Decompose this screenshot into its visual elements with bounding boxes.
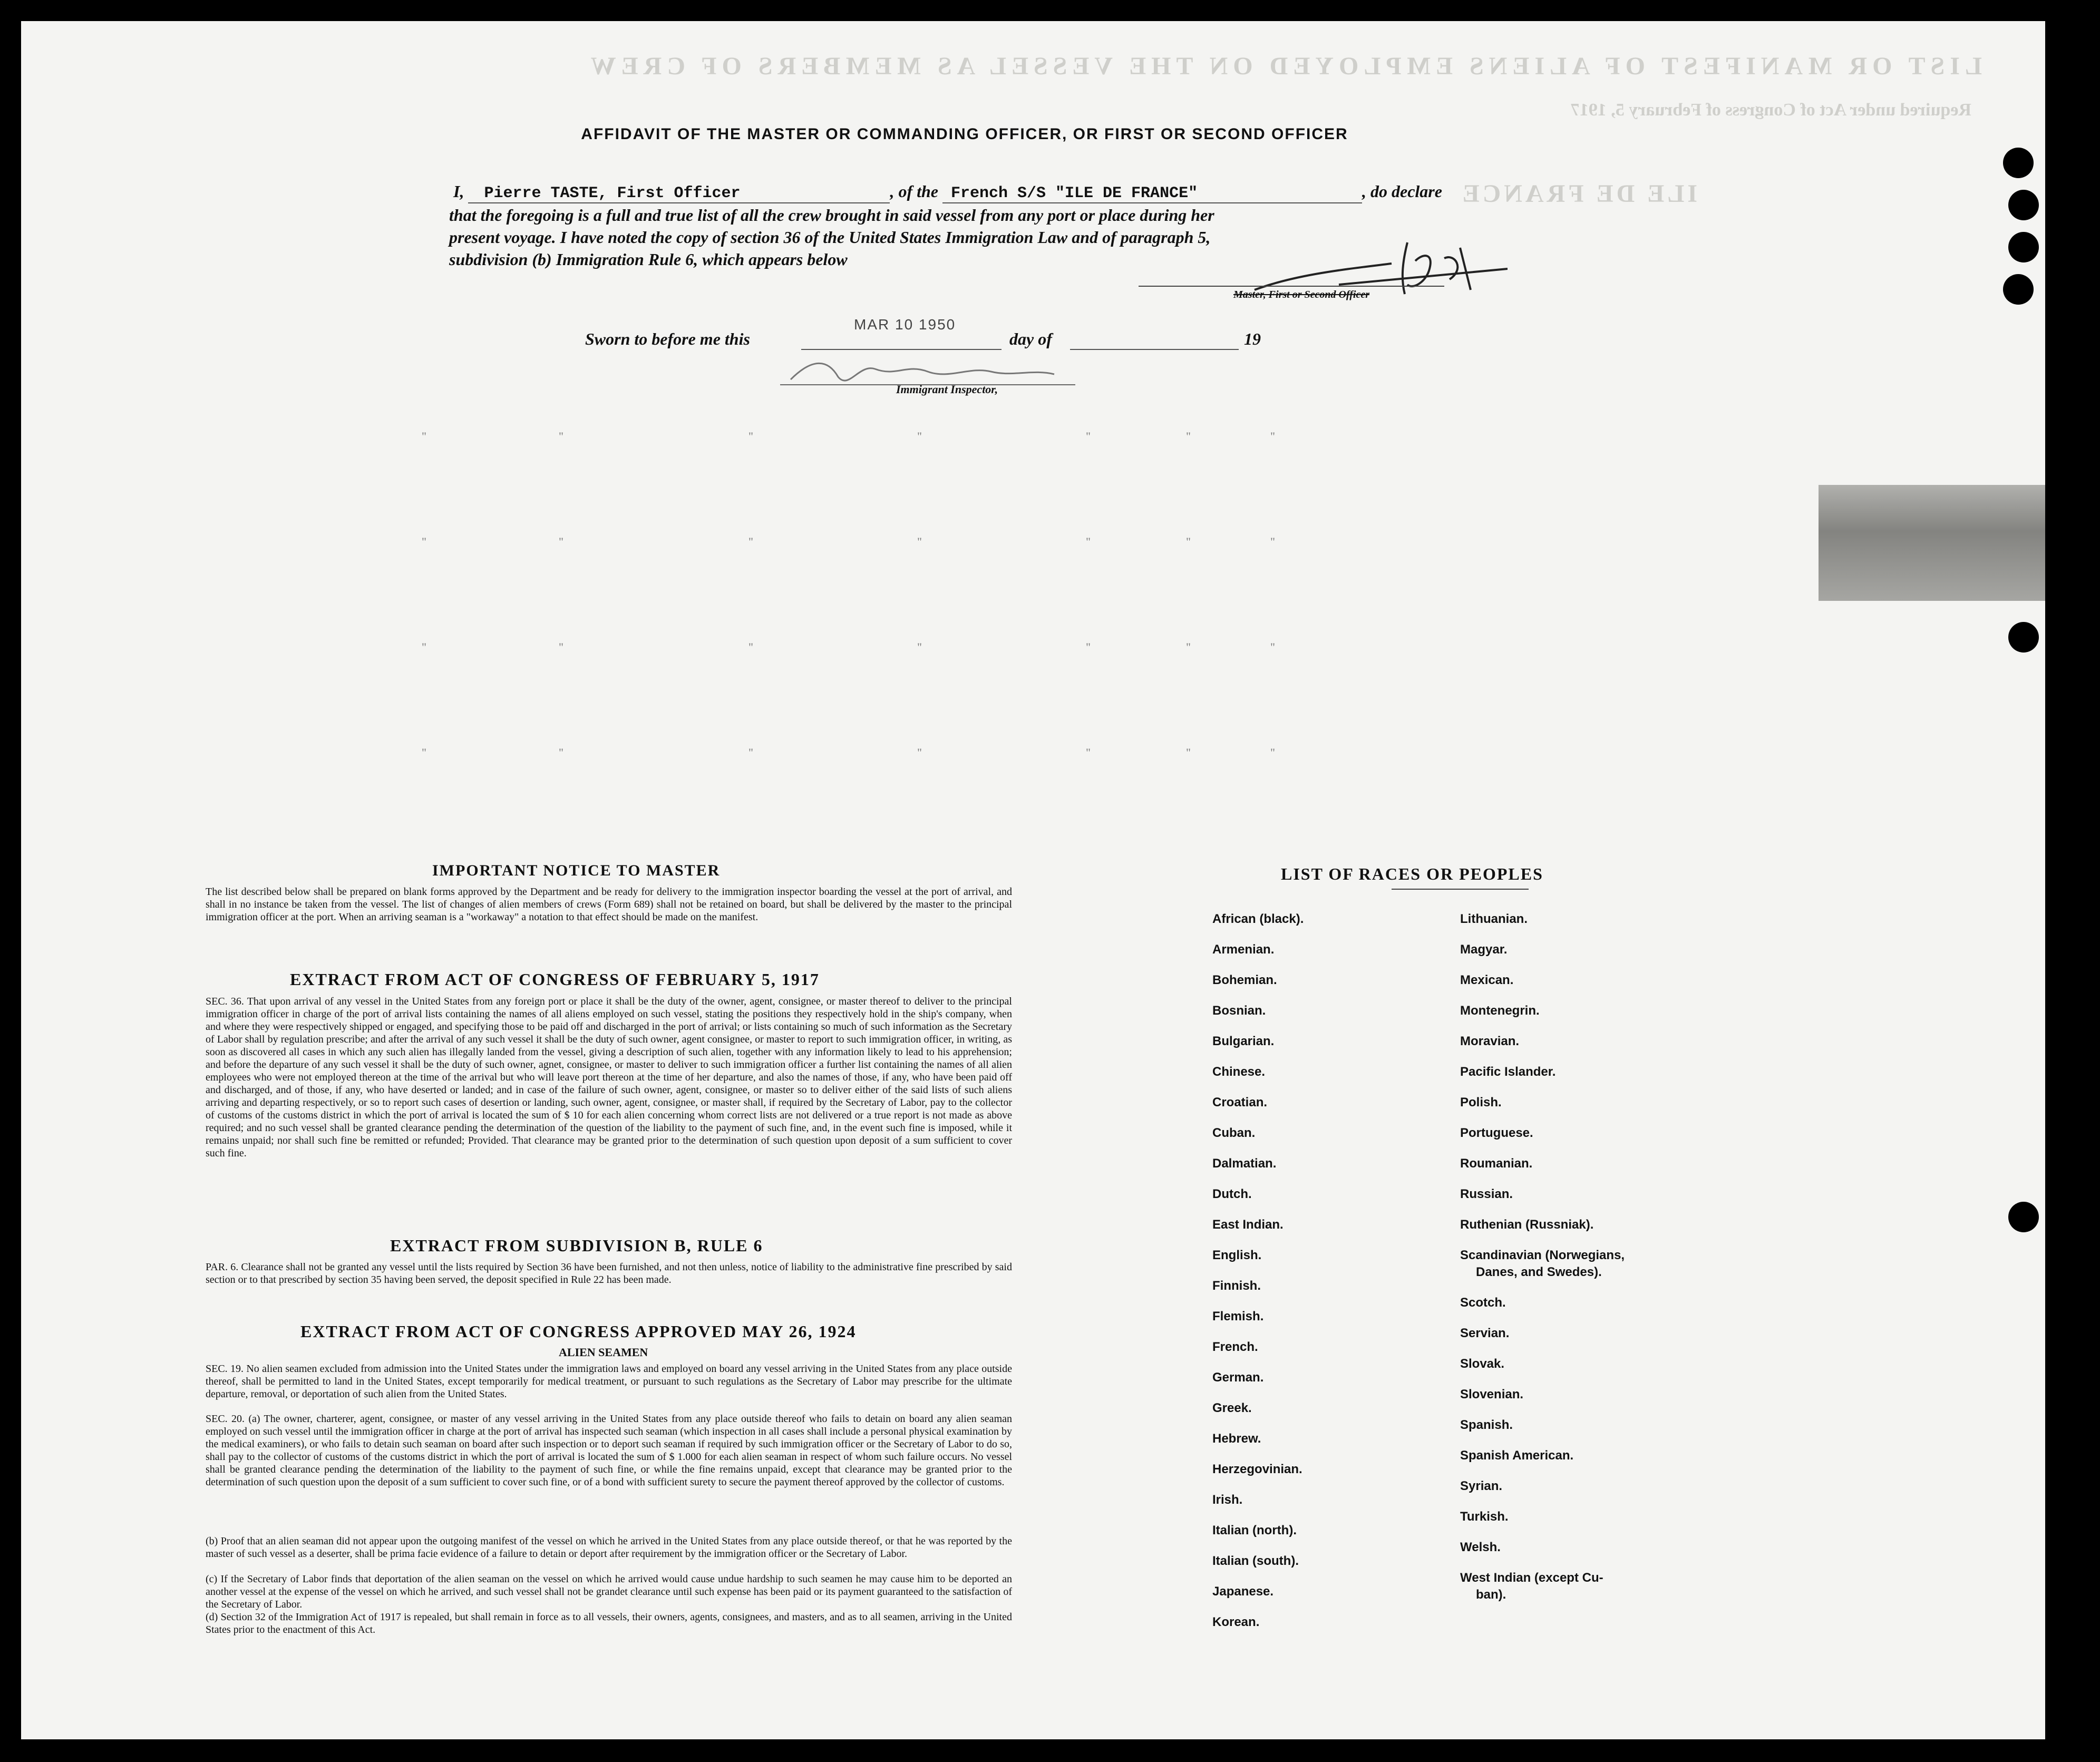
punch-hole [2008,190,2039,220]
race-west-indian: West Indian (except Cu- [1460,1571,1603,1585]
races-title-rule [1392,889,1529,890]
signature-line [1139,286,1444,287]
affidavit-of-the: , of the [890,182,938,201]
extract-1917-body: SEC. 36. That upon arrival of any vessel in the United States from any foreign port or place it shall be the duty of the owner, agent, consignee, or master thereof to deliver to the principal immigration officer in charge of the port of arrival lists containing the names of all aliens employed on such vessel, stating the positions they respectively hold in the ship's company, when and where they were respectively shipped or engaged, and specifying those to be paid off and discharged in the port of arrival; or lists containing so much of such information as the Secretary of Labor shall by regulation prescribe; and after the arrival of any such vessel it shall be the duty of such owner, agent consignee, or master to report to such immigration officer, in writing, as soon as discovered all cases in which any such alien has illegally landed from the vessel, giving a description of such alien, together with any information likely to lead to his apprehension; and before the departure of any such vessel it shall be the duty of such owner, agnet, consignee, or master to deliver to such immigration officer a further list containing the names of all alien employees who were not employed thereon at the time of the arrival but who will leave port thereon at the time of her departure, and also the names of those, if any, who have been paid off and discharged, and of those, if any, who have deserted or landed; and in case of the failure of such owner, agent, consignee, or master so to deliver either of the said lists of such aliens arriving and departing respectively, or so to report such cases of desertion or landing, such owner, agent, consignee, or master shall, if required by the Secretary of Labor, pay to the collector of customs of the customs district in which the port of arrival is located the sum of $ 10 for each alien concerning whom correct lists are not delivered or a true report is not made as above required; and no such vessel shall be granted clearance pending the determination of the question of the liability to the payment of such fine, and, in the event such fine is imposed, while it remains unpaid; nor shall such fine be remitted or refunded; Provided. That clearance may be granted prior to the determination of such question upon deposit of a sum sufficient to cover such fine. [206,996,1012,1159]
race-italian-north: Italian (north). [1212,1523,1297,1537]
race-slovak: Slovak. [1460,1357,1505,1371]
affidavit-prefix: I, [453,182,464,201]
extract-1924-sec20b: (b) Proof that an alien seaman did not appear upon the outgoing manifest of the vessel on which he arrived in the United States from any place outside thereof, or that he was reported by the master of such vessel as a deserter, shall be prima facie evidence of a failure to detain or deport after requirement by the immigration officer or the Secretary of Labor. [206,1535,1012,1560]
sworn-prefix: Sworn to before me this [585,329,750,348]
race-moravian: Moravian. [1460,1034,1520,1048]
race-mexican: Mexican. [1460,973,1514,987]
race-lithuanian: Lithuanian. [1460,912,1528,926]
race-chinese: Chinese. [1212,1065,1266,1079]
race-finnish: Finnish. [1212,1279,1261,1293]
sworn-date-stamp: MAR 10 1950 [854,316,956,333]
sworn-year: 19 [1244,329,1261,348]
torn-tape-strip [1819,485,2045,601]
race-dutch: Dutch. [1212,1187,1252,1201]
vessel-name: French S/S "ILE DE FRANCE" [942,184,1362,203]
punch-hole [2008,232,2039,262]
affidavit-line-1 [453,182,1455,203]
race-montenegrin: Montenegrin. [1460,1004,1540,1018]
extract-rule6-body: PAR. 6. Clearance shall not be granted any vessel until the lists required by Section 36 have been furnished, and not then unless, notice of liability to the administrative fine prescribed by said section or to that prescribed by section 35 having been served, the deposit specified in Rule 22 has been made. [206,1261,1012,1286]
extract-rule6-title: EXTRACT FROM SUBDIVISION B, RULE 6 [390,1236,763,1255]
extract-1924-sec20d: (d) Section 32 of the Immigration Act of 1917 is repealed, but shall remain in force as to all vessels, their owners, agents, consignees, and masters, and as to all seamen, arriving in the United States prior to the enactment of this Act. [206,1611,1012,1636]
punch-hole [2008,622,2039,653]
affidavit-line-3: present voyage. I have noted the copy of section 36 of the United States Immigration Law and of paragraph 5, [449,228,1211,247]
extract-1917-title: EXTRACT FROM ACT OF CONGRESS OF FEBRUARY 5, 1917 [290,970,820,989]
races-title: LIST OF RACES OR PEOPLES [1281,864,1543,883]
race-greek: Greek. [1212,1401,1252,1415]
punch-hole [2008,1202,2039,1232]
declarant-name: Pierre TASTE, First Officer [468,184,890,203]
extract-1924-sec20a: SEC. 20. (a) The owner, charterer, agent, consignee, or master of any vessel arriving in the United States from any place outside thereof who fails to detain on board any alien seaman employed on such vessel until the immigration officer in charge at the port of arrival has inspected such seaman (which inspection in all cases shall include a personal physical examination by the medical examiners), or who fails to detain such seaman on board after such inspection or to deport such seaman if required by such immigration officer or the Secretary of Labor to do so, shall pay to the collector of customs of the customs district in which the port of arrival is located the sum of $ 1.000 for each alien seaman in respect of whom such failure occurs. No vessel shall be granted clearance pending the determination of the liability to the payment of such fine, or while the fine remains unpaid, except that clearance may be granted prior to the determination of such question upon the deposit of a sum sufficient to cover such fine, or of a bond with sufficient surety to secure the payment thereof approved by the collector of customs. [206,1413,1012,1488]
race-croatian: Croatian. [1212,1095,1268,1109]
race-korean: Korean. [1212,1615,1260,1629]
extract-1924-sec19: SEC. 19. No alien seamen excluded from admission into the United States under the immigration laws and employed on board any vessel arriving in the United States from any place outside thereof, shall be permitted to land in the United States, except temporarily for medical treatment, or pursuant to such regulations as the Secretary of Labor may prescribe for the ultimate departure, removal, or deportation of such alien from the United States. [206,1363,1012,1400]
signature-caption: Master, First or Second Officer [1233,289,1369,300]
notice-title: IMPORTANT NOTICE TO MASTER [432,862,721,879]
race-polish: Polish. [1460,1095,1502,1109]
extract-1924-sec20c: (c) If the Secretary of Labor finds that deportation of the alien seaman on the vessel on which he arrived would cause undue hardship to such seamen he may cause him to be deported an another vessel at the expense of the vessel on which he arrived, and such vessel shall not be grandet clearance until such expense has been paid or its payment guaranteed to the satisfaction of the Secretary of Labor. [206,1573,1012,1610]
sworn-day-of: day of [1009,329,1052,348]
race-pacific-islander: Pacific Islander. [1460,1065,1556,1079]
race-cuban: Cuban. [1212,1126,1256,1140]
race-roumanian: Roumanian. [1460,1156,1533,1171]
affidavit-line-4: subdivision (b) Immigration Rule 6, which appears below [449,250,848,269]
bleed-through-subheader: Required under Act of Congress of February 5, 1917 [1570,100,1971,120]
race-french: French. [1212,1340,1258,1354]
affidavit-title: AFFIDAVIT OF THE MASTER OR COMMANDING OFFICER, OR FIRST OR SECOND OFFICER [581,125,1348,143]
race-portuguese: Portuguese. [1460,1126,1533,1140]
race-italian-south: Italian (south). [1212,1554,1299,1568]
race-english: English. [1212,1248,1262,1262]
sworn-line [585,329,750,349]
race-welsh: Welsh. [1460,1540,1501,1554]
race-magyar: Magyar. [1460,942,1508,957]
race-german: German. [1212,1370,1264,1385]
race-slovenian: Slovenian. [1460,1387,1524,1401]
race-servian: Servian. [1460,1326,1510,1340]
race-syrian: Syrian. [1460,1479,1503,1493]
race-flemish: Flemish. [1212,1309,1264,1323]
affidavit-line-2: that the foregoing is a full and true list of all the crew brought in said vessel from any port or place during her [449,206,1214,225]
race-herzegovinian: Herzegovinian. [1212,1462,1302,1476]
bleed-through-header: LIST OR MANIFEST OF ALIENS EMPLOYED ON THE VESSEL AS MEMBERS OF CREW [585,52,1982,80]
race-bosnian: Bosnian. [1212,1004,1266,1018]
race-russian: Russian. [1460,1187,1513,1201]
race-spanish: Spanish. [1460,1418,1513,1432]
race-hebrew: Hebrew. [1212,1432,1261,1446]
inspector-caption: Immigrant Inspector, [896,383,998,396]
extract-1924-subtitle: ALIEN SEAMEN [559,1346,648,1359]
race-scotch: Scotch. [1460,1296,1506,1310]
race-irish: Irish. [1212,1493,1243,1507]
punch-hole [2003,274,2034,305]
notice-body: The list described below shall be prepared on blank forms approved by the Department and be ready for delivery to the immigration inspector boarding the vessel at the port of arrival, and shall in no instance be taken from the vessel. The list of changes of alien members of crews (Form 689) shall not be retained on board, but shall be delivered by the master to the principal immigration officer at the port. When an arriving seaman is a "workaway" a notation to that effect should be made on the manifest. [206,886,1012,923]
race-east-indian: East Indian. [1212,1218,1284,1232]
month-blank [1070,349,1239,350]
punch-hole [2003,148,2034,178]
race-scandinavian: Scandinavian (Norwegians, [1460,1248,1625,1262]
race-armenian: Armenian. [1212,942,1275,957]
bleed-through-ship: ILE DE FRANCE [1459,180,1697,208]
race-dalmatian: Dalmatian. [1212,1156,1277,1171]
race-bohemian: Bohemian. [1212,973,1277,987]
race-turkish: Turkish. [1460,1510,1509,1524]
race-scandinavian-cont: Danes, and Swedes). [1476,1265,1602,1279]
race-bulgarian: Bulgarian. [1212,1034,1275,1048]
race-african: African (black). [1212,912,1304,926]
race-japanese: Japanese. [1212,1584,1274,1599]
race-spanish-american: Spanish American. [1460,1448,1574,1463]
document-page: LIST OR MANIFEST OF ALIENS EMPLOYED ON THE VESSEL AS MEMBERS OF CREW Required under Act of Congress of February 5, 1917 ILE DE FRANCE AFFIDAVIT OF THE MASTER OR COMMANDING OFFICER, OR FIRST OR SECOND OFFICER I, Pierre TASTE, First Officer , of the French S/S "ILE DE FRANCE" , do declare that the foregoing is a full and true list of all the crew brought in said vessel from any port or place during her present voyage. I have noted the copy of section 36 of the United States Immigration Law and of paragraph 5, subdivision (b) Immigration Rule 6, which appears below Master, First or Second Officer Sworn to before me this MAR 10 1950 day of 19 Immigrant Inspector, IMPORTANT NOTICE TO MASTER The list described below shall be prepared on blank forms approved by the Department and be ready for delivery to the immigration inspector boarding the vessel at the port of arrival, and shall in no instance be taken from the vessel. The list of changes of alien members of crews (Form 689) shall not be retained on board, but shall be delivered by the master to the principal immigration officer at the port. When an arriving seaman is a "workaway" a notation to that effect should be made on the manifest. EXTRACT FROM ACT OF CONGRESS OF FEBRUARY 5, 1917 SEC. 36. That upon arrival of any vessel in the United States from any foreign port or place it shall be the duty of the owner, agent, consignee, or master thereof to deliver to the principal immigration officer in charge of the port of arrival lists containing the names of all aliens employed on such vessel, stating the positions they respectively hold in the ship's company, when and where they were respectively shipped or engaged, and specifying those to be paid off and discharged in the port of arrival; or lists containing so much of such information as the Secretary of Labor shall by regulation prescribe; and after the arrival of any such vessel it shall be the duty of such owner, agent consignee, or master to report to such immigration officer, in writing, as soon as discovered all cases in which any such alien has illegally landed from the vessel, giving a description of such alien, together with any information likely to lead to his apprehension; and before the departure of any such vessel it shall be the duty of such owner, agnet, consignee, or master to deliver to such immigration officer a further list containing the names of all alien employees who were not employed thereon at the time of the arrival but who will leave port thereon at the time of her departure, and also the names of those, if any, who have been paid off and discharged, and of those, if any, who have deserted or landed; and in case of the failure of such owner, agent, consignee, or master so to deliver either of the said lists of such aliens arriving and departing respectively, or so to report such cases of desertion or landing, such owner, agent, consignee, or master shall, if required by the Secretary of Labor, pay to the collector of customs of the customs district in which the port of arrival is located the sum of $ 10 for each alien concerning whom correct lists are not delivered or a true report is not made as above required; and no such vessel shall be granted clearance pending the determination of the question of the liability to the payment of such fine, and, in the event such fine is imposed, while it remains unpaid; nor shall such fine be remitted or refunded; Provided. That clearance may be granted prior to the determination of such question upon deposit of a sum sufficient to cover such fine. EXTRACT FROM SUBDIVISION B, RULE 6 PAR. 6. Clearance shall not be granted any vessel until the lists required by Section 36 have been furnished, and not then unless, notice of liability to the administrative fine prescribed by said section or to that prescribed by section 35 having been served, the deposit specified in Rule 22 has been made. EXTRACT FROM ACT OF CONGRESS APPROVED MAY 26, 1924 ALIEN SEAMEN SEC. 19. No alien seamen excluded from admission into the United States under the immigration laws and employed on board any vessel arriving in the United States from any place outside thereof, shall be permitted to land in the United States, except temporarily for medical treatment, or pursuant to such regulations as the Secretary of Labor may prescribe for the ultimate departure, removal, or deportation of such alien from the United States. SEC. 20. (a) The owner, charterer, agent, consignee, or master of any vessel arriving in the United States from any place outside thereof who fails to detain on board any alien seaman employed on such vessel until the immigration officer in charge at the port of arrival has inspected such seaman (which inspection in all cases shall include a personal physical examination by the medical examiners), or who fails to detain such seaman on board after such inspection or to deport such seaman if required by such immigration officer or the Secretary of Labor to do so, shall pay to the collector of customs of the customs district in which the port of arrival is located the sum of $ 1.000 for each alien seaman in respect of whom such failure occurs. No vessel shall be granted clearance pending the determination of the liability to the payment of such fine, or while the fine remains unpaid, except that clearance may be granted prior to the determination of such question upon the deposit of a sum sufficient to cover such fine, or of a bond with sufficient surety to secure the payment thereof approved by the collector of customs. (b) Proof that an alien seaman did not appear upon the outgoing manifest of the vessel on which he arrived in the United States from any place outside thereof, or that he was reported by the master of such vessel as a deserter, shall be prima facie evidence of a failure to detain or deport after requirement by the immigration officer or the Secretary of Labor. (c) If the Secretary of Labor finds that deportation of the alien seaman on the vessel on which he arrived would cause undue hardship to such seamen he may cause him to be deported an another vessel at the expense of the vessel on which he arrived, and such vessel shall not be grandet clearance until such expense has been paid or its payment guaranteed to the satisfaction of the Secretary of Labor. (d) Section 32 of the Immigration Act of 1917 is repealed, but shall remain in force as to all vessels, their owners, agents, consignees, and masters, and as to all seamen, arriving in the United States prior to the enactment of this Act. LIST OF RACES OR PEOPLES African (black). Armenian. Bohemian. Bosnian. Bulgarian. Chinese. Croatian. Cuban. Dalmatian. Dutch. East Indian. English. Finnish. Flemish. French. German. Greek. Hebrew. Herzegovinian. Irish. Italian (north). Italian (south). Japanese. Korean. Lithuanian. Magyar. Mexican. Montenegrin. Moravian. Pacific Islander. Polish. Portuguese. Roumanian. Russian. Ruthenian (Russniak). Scandinavian (Norwegians, Danes, and Swedes). Scotch. Servian. Slovak. Slovenian. Spanish. Spanish American. Syrian. Turkish. Welsh. West Indian (except Cu- ban). " " " " " " " " " " " " " " " " " " " " " " " " " " " " [21,21,2045,1739]
affidavit-declare: , do declare [1362,182,1442,201]
extract-1924-title: EXTRACT FROM ACT OF CONGRESS APPROVED MAY 26, 1924 [300,1322,857,1341]
race-ruthenian: Ruthenian (Russniak). [1460,1218,1594,1232]
race-west-indian-cont: ban). [1476,1588,1506,1602]
